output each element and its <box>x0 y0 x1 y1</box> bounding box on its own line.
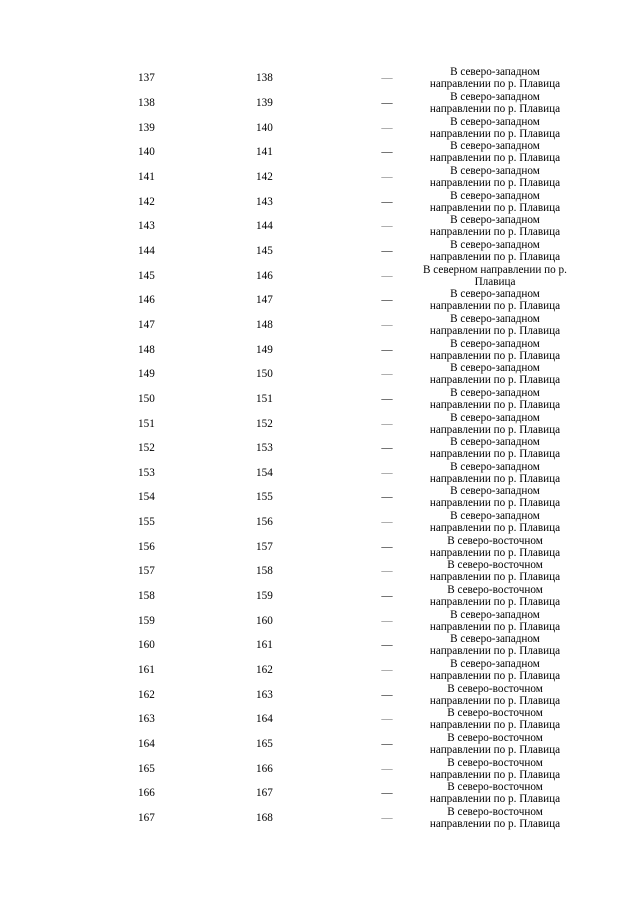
direction-description: В северо-западном направлении по р. Плавица <box>429 238 561 263</box>
point-to: 142 <box>256 170 273 183</box>
point-to: 149 <box>256 343 273 356</box>
direction-description: В северо-западном направлении по р. Плавица <box>429 386 561 411</box>
point-to: 157 <box>256 540 273 553</box>
table-row <box>0 214 640 239</box>
point-from: 151 <box>138 417 155 430</box>
table-row <box>0 66 640 91</box>
point-to: 152 <box>256 417 273 430</box>
separator-dash: — <box>381 812 393 825</box>
point-to: 160 <box>256 614 273 627</box>
table-row <box>0 411 640 436</box>
row-right-margin <box>570 362 640 387</box>
row-right-margin <box>570 806 640 831</box>
separator-dash: — <box>381 688 393 701</box>
direction-description: В северо-восточном направлении по р. Плавица <box>429 732 561 757</box>
table-row <box>0 485 640 510</box>
separator-dash: — <box>381 244 393 257</box>
row-right-margin <box>570 707 640 732</box>
point-from: 145 <box>138 269 155 282</box>
point-from: 164 <box>138 738 155 751</box>
row-margin <box>0 140 138 165</box>
point-to: 154 <box>256 466 273 479</box>
point-to: 151 <box>256 392 273 405</box>
row-margin <box>0 411 138 436</box>
direction-description: В северо-западном направлении по р. Плавица <box>429 288 561 313</box>
row-right-margin <box>570 189 640 214</box>
point-to: 139 <box>256 96 273 109</box>
row-margin <box>0 534 138 559</box>
direction-description: В северо-западном направлении по р. Плавица <box>429 411 561 436</box>
row-margin <box>0 559 138 584</box>
table-row <box>0 189 640 214</box>
boundary-description-table <box>0 66 640 830</box>
table-row <box>0 707 640 732</box>
separator-dash: — <box>381 540 393 553</box>
separator-dash: — <box>381 269 393 282</box>
direction-description: В северо-восточном направлении по р. Плавица <box>429 584 561 609</box>
row-margin <box>0 658 138 683</box>
separator-dash: — <box>381 318 393 331</box>
table-row <box>0 510 640 535</box>
direction-description: В северо-западном направлении по р. Плавица <box>429 164 561 189</box>
point-to: 166 <box>256 762 273 775</box>
row-margin <box>0 756 138 781</box>
row-right-margin <box>570 214 640 239</box>
point-from: 154 <box>138 491 155 504</box>
point-from: 160 <box>138 639 155 652</box>
point-from: 143 <box>138 220 155 233</box>
point-to: 156 <box>256 516 273 529</box>
row-right-margin <box>570 534 640 559</box>
row-margin <box>0 288 138 313</box>
row-margin <box>0 436 138 461</box>
direction-description: В северо-западном направлении по р. Плавица <box>429 140 561 165</box>
table-row <box>0 534 640 559</box>
direction-description: В северо-западном направлении по р. Плавица <box>429 189 561 214</box>
point-to: 138 <box>256 72 273 85</box>
separator-dash: — <box>381 220 393 233</box>
direction-description: В северо-восточном направлении по р. Плавица <box>429 756 561 781</box>
direction-description: В северо-западном направлении по р. Плавица <box>429 214 561 239</box>
row-margin <box>0 115 138 140</box>
point-from: 140 <box>138 146 155 159</box>
table-row <box>0 682 640 707</box>
separator-dash: — <box>381 639 393 652</box>
direction-description: В северо-западном направлении по р. Плавица <box>429 510 561 535</box>
row-margin <box>0 781 138 806</box>
separator-dash: — <box>381 787 393 800</box>
table-row <box>0 362 640 387</box>
point-to: 146 <box>256 269 273 282</box>
row-right-margin <box>570 658 640 683</box>
separator-dash: — <box>381 417 393 430</box>
table-row <box>0 313 640 338</box>
row-right-margin <box>570 91 640 116</box>
separator-dash: — <box>381 565 393 578</box>
row-margin <box>0 387 138 412</box>
separator-dash: — <box>381 614 393 627</box>
row-right-margin <box>570 608 640 633</box>
direction-description: В северо-западном направлении по р. Плавица <box>429 337 561 362</box>
separator-dash: — <box>381 72 393 85</box>
point-from: 137 <box>138 72 155 85</box>
separator-dash: — <box>381 713 393 726</box>
direction-description: В северо-восточном направлении по р. Плавица <box>429 534 561 559</box>
point-from: 150 <box>138 392 155 405</box>
table-row <box>0 436 640 461</box>
row-margin <box>0 91 138 116</box>
separator-dash: — <box>381 516 393 529</box>
separator-dash: — <box>381 96 393 109</box>
point-to: 145 <box>256 244 273 257</box>
separator-dash: — <box>381 170 393 183</box>
point-from: 161 <box>138 664 155 677</box>
point-from: 166 <box>138 787 155 800</box>
point-from: 162 <box>138 688 155 701</box>
row-right-margin <box>570 510 640 535</box>
row-right-margin <box>570 781 640 806</box>
row-right-margin <box>570 682 640 707</box>
point-to: 147 <box>256 294 273 307</box>
direction-description: В северо-западном направлении по р. Плавица <box>429 658 561 683</box>
table-row <box>0 756 640 781</box>
point-to: 161 <box>256 639 273 652</box>
point-from: 141 <box>138 170 155 183</box>
direction-description: В северном направлении по р. Плавица <box>423 263 567 288</box>
point-from: 152 <box>138 442 155 455</box>
row-margin <box>0 732 138 757</box>
separator-dash: — <box>381 590 393 603</box>
table-row <box>0 584 640 609</box>
row-margin <box>0 806 138 831</box>
row-right-margin <box>570 633 640 658</box>
point-to: 167 <box>256 787 273 800</box>
point-from: 149 <box>138 368 155 381</box>
row-right-margin <box>570 263 640 288</box>
point-to: 153 <box>256 442 273 455</box>
point-to: 163 <box>256 688 273 701</box>
point-from: 167 <box>138 812 155 825</box>
table-row <box>0 559 640 584</box>
row-right-margin <box>570 239 640 264</box>
point-to: 168 <box>256 812 273 825</box>
point-to: 155 <box>256 491 273 504</box>
table-row <box>0 140 640 165</box>
direction-description: В северо-западном направлении по р. Плавица <box>429 460 561 485</box>
table-row <box>0 263 640 288</box>
direction-description: В северо-восточном направлении по р. Плавица <box>429 707 561 732</box>
row-right-margin <box>570 436 640 461</box>
row-margin <box>0 189 138 214</box>
row-margin <box>0 682 138 707</box>
table-row <box>0 288 640 313</box>
row-right-margin <box>570 387 640 412</box>
separator-dash: — <box>381 491 393 504</box>
separator-dash: — <box>381 121 393 134</box>
point-from: 139 <box>138 121 155 134</box>
separator-dash: — <box>381 738 393 751</box>
row-right-margin <box>570 313 640 338</box>
point-to: 164 <box>256 713 273 726</box>
direction-description: В северо-западном направлении по р. Плавица <box>429 115 561 140</box>
row-margin <box>0 633 138 658</box>
point-to: 144 <box>256 220 273 233</box>
direction-description: В северо-западном направлении по р. Плавица <box>429 90 561 115</box>
direction-description: В северо-восточном направлении по р. Плавица <box>429 682 561 707</box>
row-right-margin <box>570 66 640 91</box>
point-from: 157 <box>138 565 155 578</box>
point-from: 147 <box>138 318 155 331</box>
direction-description: В северо-восточном направлении по р. Плавица <box>429 806 561 831</box>
separator-dash: — <box>381 466 393 479</box>
point-from: 144 <box>138 244 155 257</box>
point-from: 148 <box>138 343 155 356</box>
row-margin <box>0 362 138 387</box>
row-right-margin <box>570 559 640 584</box>
point-to: 150 <box>256 368 273 381</box>
separator-dash: — <box>381 146 393 159</box>
separator-dash: — <box>381 195 393 208</box>
table-row <box>0 165 640 190</box>
direction-description: В северо-западном направлении по р. Плавица <box>429 312 561 337</box>
row-margin <box>0 66 138 91</box>
point-to: 162 <box>256 664 273 677</box>
separator-dash: — <box>381 442 393 455</box>
direction-description: В северо-западном направлении по р. Плавица <box>429 485 561 510</box>
point-to: 141 <box>256 146 273 159</box>
row-right-margin <box>570 411 640 436</box>
direction-description: В северо-западном направлении по р. Плавица <box>429 362 561 387</box>
point-to: 159 <box>256 590 273 603</box>
point-from: 138 <box>138 96 155 109</box>
table-row <box>0 658 640 683</box>
direction-description: В северо-восточном направлении по р. Плавица <box>429 781 561 806</box>
table-row <box>0 461 640 486</box>
separator-dash: — <box>381 392 393 405</box>
table-row <box>0 337 640 362</box>
row-margin <box>0 263 138 288</box>
point-from: 146 <box>138 294 155 307</box>
table-row <box>0 91 640 116</box>
point-from: 165 <box>138 762 155 775</box>
row-margin <box>0 214 138 239</box>
table-row <box>0 633 640 658</box>
row-right-margin <box>570 337 640 362</box>
row-margin <box>0 608 138 633</box>
row-right-margin <box>570 485 640 510</box>
point-to: 143 <box>256 195 273 208</box>
row-right-margin <box>570 584 640 609</box>
row-margin <box>0 165 138 190</box>
row-right-margin <box>570 461 640 486</box>
row-right-margin <box>570 756 640 781</box>
direction-description: В северо-восточном направлении по р. Плавица <box>429 559 561 584</box>
table-row <box>0 387 640 412</box>
table-row <box>0 806 640 831</box>
point-from: 158 <box>138 590 155 603</box>
direction-description: В северо-западном направлении по р. Плавица <box>429 66 561 91</box>
direction-description: В северо-западном направлении по р. Плавица <box>429 608 561 633</box>
separator-dash: — <box>381 368 393 381</box>
row-margin <box>0 337 138 362</box>
direction-description: В северо-западном направлении по р. Плавица <box>429 436 561 461</box>
row-margin <box>0 239 138 264</box>
point-from: 159 <box>138 614 155 627</box>
row-margin <box>0 313 138 338</box>
row-right-margin <box>570 140 640 165</box>
table-row <box>0 732 640 757</box>
table-row <box>0 239 640 264</box>
row-margin <box>0 707 138 732</box>
point-to: 148 <box>256 318 273 331</box>
row-right-margin <box>570 288 640 313</box>
point-to: 158 <box>256 565 273 578</box>
point-from: 156 <box>138 540 155 553</box>
row-margin <box>0 584 138 609</box>
row-right-margin <box>570 732 640 757</box>
table-row <box>0 115 640 140</box>
row-right-margin <box>570 165 640 190</box>
point-from: 142 <box>138 195 155 208</box>
separator-dash: — <box>381 664 393 677</box>
row-right-margin <box>570 115 640 140</box>
table-row <box>0 781 640 806</box>
row-margin <box>0 461 138 486</box>
point-from: 153 <box>138 466 155 479</box>
point-from: 163 <box>138 713 155 726</box>
point-to: 140 <box>256 121 273 134</box>
table-body <box>0 66 640 830</box>
point-to: 165 <box>256 738 273 751</box>
separator-dash: — <box>381 762 393 775</box>
row-margin <box>0 510 138 535</box>
table-row <box>0 608 640 633</box>
separator-dash: — <box>381 343 393 356</box>
direction-description: В северо-западном направлении по р. Плавица <box>429 633 561 658</box>
point-from: 155 <box>138 516 155 529</box>
separator-dash: — <box>381 294 393 307</box>
row-margin <box>0 485 138 510</box>
